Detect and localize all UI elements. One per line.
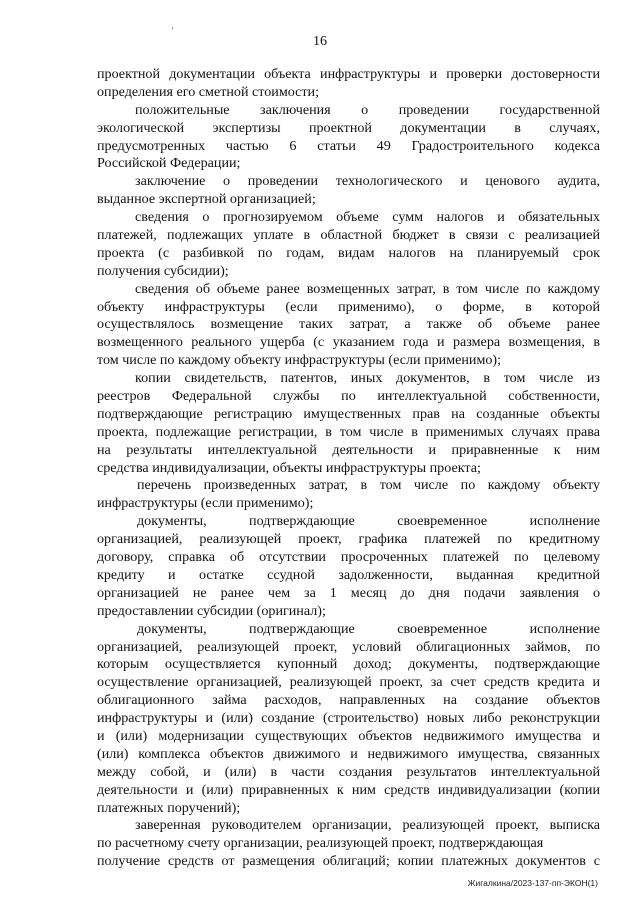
- text-line: перечень произведенных затрат, в том числе по каждому объекту: [137, 477, 600, 494]
- text-line: и (или) модернизации существующих объектов недвижимого имущества и: [97, 727, 600, 744]
- text-line: возмещенного реального ущерба (с указанием года и размера возмещения, в: [97, 334, 600, 351]
- text-line: кредиту и остатке ссудной задолженности, выданная кредитной: [97, 566, 600, 583]
- text-line: платежных поручений);: [97, 799, 241, 816]
- text-line: организацией, реализующей проект, условий облигационных займов, по: [97, 638, 600, 655]
- text-line: сведения об объеме ранее возмещенных затрат, в том числе по каждому: [135, 280, 600, 297]
- text-line: положительные заключения о проведении государственной: [135, 101, 600, 118]
- text-line: объекту инфраструктуры (если применимо), о форме, в которой: [97, 298, 600, 315]
- text-line: на результаты интеллектуальной деятельности и приравненные к ним: [97, 441, 600, 458]
- text-line: определения его сметной стоимости;: [97, 83, 320, 100]
- text-line: по расчетному счету организации, реализующей проект, подтверждающая: [97, 835, 544, 852]
- text-line: организацией, реализующей проект, графика платежей по кредитному: [97, 531, 600, 548]
- text-line: инфраструктуры (если применимо);: [97, 495, 314, 512]
- text-line: экологической экспертизы проектной документации в случаях,: [97, 119, 600, 136]
- text-line: заключение о проведении технологического и ценового аудита,: [135, 173, 600, 190]
- text-line: копии свидетельств, патентов, иных документов, в том числе из: [135, 370, 600, 387]
- text-line: инфраструктуры и (или) создание (строительство) новых либо реконструкции: [97, 710, 600, 727]
- text-line: реестров Федеральной службы по интеллектуальной собственности,: [97, 388, 600, 405]
- text-line: средства индивидуализации, объекты инфраструктуры проекта;: [97, 459, 481, 476]
- text-line: получения субсидии);: [97, 262, 229, 279]
- text-line: которым осуществляется купонный доход; документы, подтверждающие: [97, 656, 600, 673]
- scan-mark: ': [172, 26, 174, 35]
- text-line: документы, подтверждающие своевременное исполнение: [137, 620, 600, 637]
- text-line: получение средств от размещения облигаций; копии платежных документов с: [97, 853, 600, 870]
- text-line: деятельности и (или) приравненных к ним средств индивидуализации (копии: [97, 781, 600, 798]
- text-line: организацией не ранее чем за 1 месяц до дня подачи заявления о: [97, 584, 600, 601]
- page-number: 16: [313, 34, 327, 49]
- text-line: договору, справка об отсутствии просроченных платежей по целевому: [97, 549, 600, 566]
- text-line: Российской Федерации;: [97, 155, 241, 172]
- text-line: документы, подтверждающие своевременное исполнение: [137, 513, 600, 530]
- text-line: предусмотренных частью 6 статьи 49 Градостроительного кодекса: [97, 137, 600, 154]
- text-line: (или) комплекса объектов движимого и недвижимого имущества, связанных: [97, 745, 600, 762]
- text-line: заверенная руководителем организации, реализующей проект, выписка: [135, 817, 600, 834]
- text-line: проекта, подлежащие регистрации, в том числе в применимых случаях права: [97, 423, 600, 440]
- text-line: проектной документации объекта инфраструктуры и проверки достоверности: [97, 66, 600, 82]
- text-line: предоставлении субсидии (оригинал);: [97, 602, 326, 619]
- text-line: проекта (с разбивкой по годам, видам налогов на планируемый срок: [97, 244, 600, 261]
- text-line: сведения о прогнозируемом объеме сумм налогов и обязательных: [135, 209, 600, 226]
- text-line: осуществление организацией, реализующей проект, за счет средств кредита и: [97, 674, 600, 691]
- text-line: облигационного займа расходов, направленных на создание объектов: [97, 692, 600, 709]
- footer-reference: Жигалкина/2023-137-пп-ЭКОН(1): [467, 878, 598, 888]
- document-body: [97, 66, 600, 871]
- text-line: выданное экспертной организацией;: [97, 191, 316, 208]
- text-line: платежей, подлежащих уплате в областной бюджет в связи с реализацией: [97, 227, 600, 244]
- text-line: подтверждающие регистрацию имущественных прав на созданные объекты: [97, 405, 600, 422]
- text-line: между собой, и (или) в части создания результатов интеллектуальной: [97, 763, 600, 780]
- text-line: том числе по каждому объекту инфраструктуры (если применимо);: [97, 352, 502, 369]
- text-line: осуществлялось возмещение таких затрат, а также об объеме ранее: [97, 316, 600, 333]
